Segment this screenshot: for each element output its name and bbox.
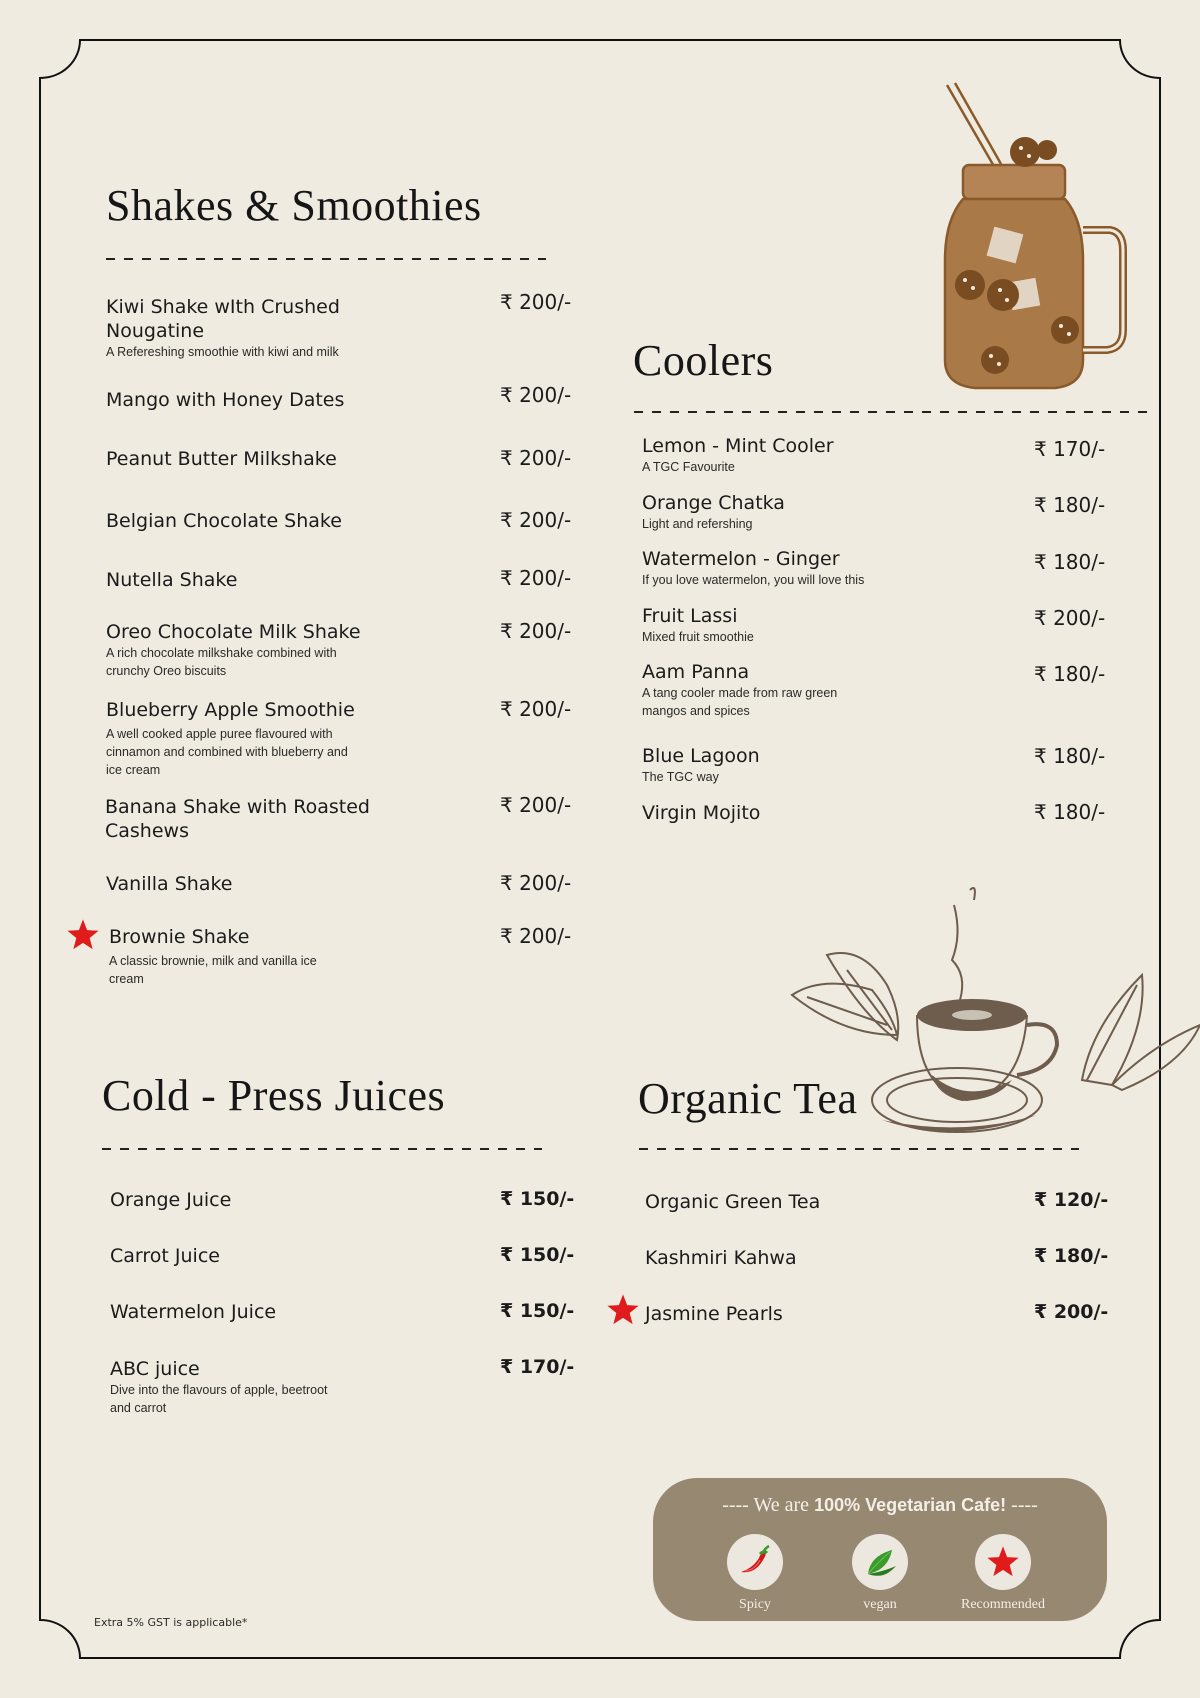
item-name: Orange Chatka [642, 492, 785, 514]
item-name: Aam Panna [642, 661, 750, 683]
item-description: A classic brownie, milk and vanilla ice [109, 954, 317, 968]
item-price: ₹ 150/- [500, 1188, 575, 1210]
menu-item [110, 1244, 220, 1268]
legend-label: vegan [863, 1597, 897, 1612]
item-price: ₹ 180/- [1034, 1245, 1109, 1267]
item-description: If you love watermelon, you will love this [642, 573, 865, 587]
menu-item [106, 698, 355, 779]
menu-item [106, 295, 340, 361]
item-name: Mango with Honey Dates [106, 389, 345, 411]
section-title-juices: Cold - Press Juices [102, 1071, 446, 1120]
item-description: Mixed fruit smoothie [642, 630, 754, 644]
menu-item [106, 568, 237, 592]
menu-item [642, 801, 760, 825]
section-title-shakes: Shakes & Smoothies [106, 181, 482, 230]
menu-item [106, 388, 344, 412]
item-price: ₹ 200/- [500, 290, 572, 314]
legend-vegan [820, 1534, 940, 1613]
menu-item [110, 1357, 328, 1417]
item-price: ₹ 180/- [1034, 800, 1106, 824]
item-name-cont: Nougatine [106, 320, 205, 342]
item-name: Blueberry Apple Smoothie [106, 699, 355, 721]
item-name: Watermelon Juice [110, 1301, 277, 1323]
section-divider [106, 258, 546, 260]
item-price: ₹ 150/- [500, 1244, 575, 1266]
item-name: Brownie Shake [109, 926, 250, 948]
item-name: Nutella Shake [106, 569, 238, 591]
item-description: A TGC Favourite [642, 460, 735, 474]
item-name-cont: Cashews [105, 820, 189, 842]
item-description: Dive into the flavours of apple, beetroot [110, 1383, 328, 1397]
recommended-star-icon [606, 1293, 640, 1327]
menu-item [105, 795, 370, 843]
chili-icon [735, 1542, 775, 1582]
item-description-cont: cream [109, 972, 144, 986]
item-name: Lemon - Mint Cooler [642, 435, 834, 457]
item-price: ₹ 200/- [500, 383, 572, 407]
item-name: ABC juice [110, 1358, 200, 1380]
section-title-tea: Organic Tea [638, 1074, 858, 1123]
item-description-cont: cinnamon and combined with blueberry and [106, 745, 348, 759]
item-name: Peanut Butter Milkshake [106, 448, 337, 470]
menu-item [110, 1300, 276, 1324]
legend-title [653, 1494, 1107, 1517]
mason-jar-drink-illustration [935, 80, 1130, 400]
item-name: Orange Juice [110, 1189, 232, 1211]
legend-recommended [943, 1534, 1063, 1613]
item-name: Carrot Juice [110, 1245, 220, 1267]
item-price: ₹ 200/- [500, 619, 572, 643]
menu-item [642, 604, 754, 646]
item-price: ₹ 200/- [1034, 1301, 1109, 1323]
vegetarian-legend-box [653, 1478, 1107, 1621]
item-description-cont: mangos and spices [642, 704, 750, 718]
menu-item [106, 447, 337, 471]
item-name: Blue Lagoon [642, 745, 760, 767]
star-icon [986, 1545, 1020, 1579]
item-price: ₹ 180/- [1034, 493, 1106, 517]
item-name: Jasmine Pearls [645, 1303, 783, 1325]
recommended-star-icon [66, 918, 100, 952]
item-price: ₹ 170/- [500, 1356, 575, 1378]
legend-title-pre: ---- We are [722, 1494, 815, 1516]
item-description: Light and refershing [642, 517, 753, 531]
item-price: ₹ 180/- [1034, 744, 1106, 768]
section-title-coolers: Coolers [633, 336, 774, 385]
item-price: ₹ 180/- [1034, 550, 1106, 574]
item-price: ₹ 120/- [1034, 1189, 1109, 1211]
item-name: Organic Green Tea [645, 1191, 821, 1213]
item-name: Oreo Chocolate Milk Shake [106, 621, 361, 643]
item-price: ₹ 200/- [500, 566, 572, 590]
item-name: Banana Shake with Roasted [105, 796, 370, 818]
section-divider [639, 1148, 1079, 1150]
item-name: Belgian Chocolate Shake [106, 510, 342, 532]
item-price: ₹ 170/- [1034, 437, 1106, 461]
item-price: ₹ 200/- [500, 924, 572, 948]
menu-item [110, 1188, 231, 1212]
legend-spicy [695, 1534, 815, 1613]
item-price: ₹ 200/- [1034, 606, 1106, 630]
menu-item [642, 660, 837, 720]
item-price: ₹ 200/- [500, 697, 572, 721]
item-name: Kiwi Shake wIth Crushed [106, 296, 340, 318]
menu-item [645, 1190, 820, 1214]
menu-item [645, 1246, 797, 1270]
item-price: ₹ 180/- [1034, 662, 1106, 686]
item-name: Vanilla Shake [106, 873, 233, 895]
menu-item [109, 925, 317, 988]
leaf-icon [860, 1542, 900, 1582]
item-description: A rich chocolate milkshake combined with [106, 646, 337, 660]
section-divider [102, 1148, 542, 1150]
legend-label: Recommended [961, 1597, 1045, 1612]
item-description-cont: and carrot [110, 1401, 167, 1415]
item-description: A Refereshing smoothie with kiwi and milk [106, 345, 339, 359]
menu-item [106, 872, 233, 896]
menu-item [106, 509, 342, 533]
item-price: ₹ 200/- [500, 793, 572, 817]
item-description-cont: ice cream [106, 763, 161, 777]
item-name: Virgin Mojito [642, 802, 761, 824]
legend-title-bold: 100% Vegetarian Cafe! [814, 1495, 1007, 1515]
item-name: Fruit Lassi [642, 605, 738, 627]
menu-item [106, 620, 361, 680]
item-description-cont: crunchy Oreo biscuits [106, 664, 227, 678]
item-price: ₹ 200/- [500, 446, 572, 470]
menu-item [642, 744, 760, 786]
item-price: ₹ 200/- [500, 508, 572, 532]
item-description: A well cooked apple puree flavoured with [106, 727, 333, 741]
item-name: Watermelon - Ginger [642, 548, 840, 570]
item-description: A tang cooler made from raw green [642, 686, 838, 700]
item-name: Kashmiri Kahwa [645, 1247, 797, 1269]
item-price: ₹ 200/- [500, 871, 572, 895]
legend-label: Spicy [739, 1597, 771, 1612]
menu-item [642, 547, 864, 589]
item-description: The TGC way [642, 770, 719, 784]
gst-note: Extra 5% GST is applicable* [94, 1616, 248, 1629]
menu-item [645, 1302, 783, 1326]
section-divider [634, 411, 1148, 413]
menu-item [642, 491, 785, 533]
menu-item [642, 434, 834, 476]
legend-title-post: ---- [1006, 1494, 1038, 1516]
item-price: ₹ 150/- [500, 1300, 575, 1322]
